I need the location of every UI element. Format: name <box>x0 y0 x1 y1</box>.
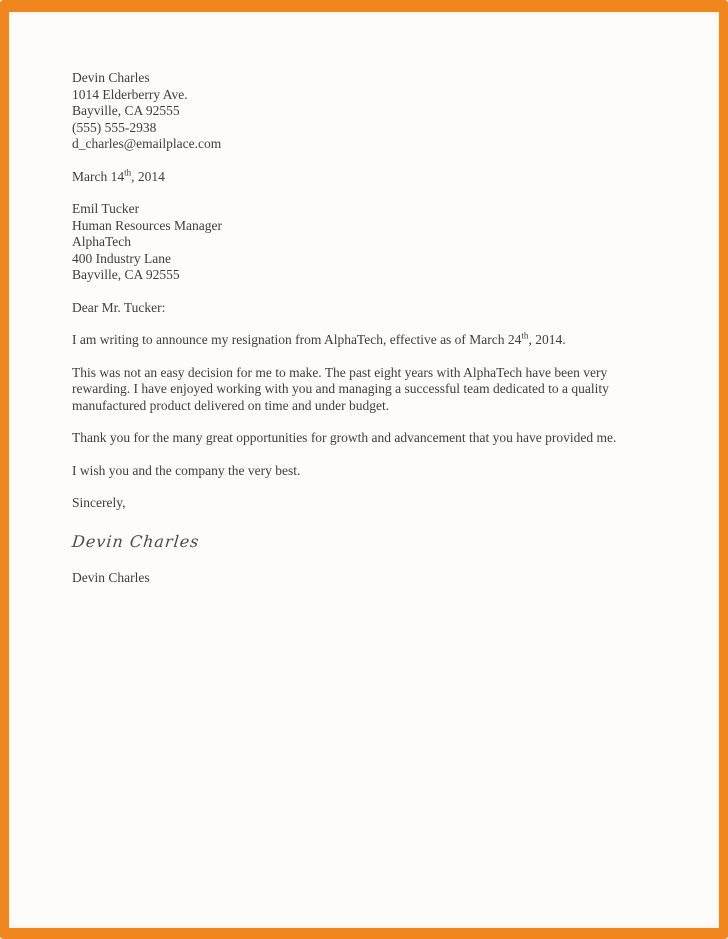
recipient-address-line2: Bayville, CA 92555 <box>72 267 180 282</box>
handwritten-signature: Devin Charles <box>71 531 201 551</box>
para1-suffix: , 2014. <box>528 332 566 347</box>
salutation: Dear Mr. Tucker: <box>72 299 166 315</box>
date-line <box>72 169 634 186</box>
body-paragraph-4: I wish you and the company the very best. <box>72 462 301 478</box>
para1-ordinal: th <box>521 330 529 341</box>
para1-prefix: I am writing to announce my resignation from AlphaTech, effective as of March 24 <box>72 332 522 347</box>
valediction: Sincerely, <box>72 495 126 510</box>
recipient-company: AlphaTech <box>72 234 132 249</box>
date-suffix: , 2014 <box>131 168 165 184</box>
typed-signature-name: Devin Charles <box>72 570 150 585</box>
date-prefix: March 14 <box>72 168 125 184</box>
body-paragraph-2: This was not an easy decision for me to make. The past eight years with AlphaTech have been very rewarding. I have enjoyed working with you and managing a successful team dedicated to a quality manufactured product delivered on time and under budget. <box>72 364 609 413</box>
sender-address-line2: Bayville, CA 92555 <box>72 103 180 118</box>
recipient-title: Human Resources Manager <box>72 217 222 233</box>
date-ordinal: th <box>124 167 132 177</box>
recipient-name: Emil Tucker <box>72 201 140 216</box>
letter-content <box>9 12 689 587</box>
body-paragraph-1 <box>72 332 634 349</box>
recipient-address-line1: 400 Industry Lane <box>72 250 171 266</box>
sender-block <box>72 70 634 153</box>
sender-address-line1: 1014 Elderberry Ave. <box>72 86 188 102</box>
sender-name: Devin Charles <box>72 70 150 85</box>
sender-email: d_charles@emailplace.com <box>72 136 222 151</box>
body-paragraph-3: Thank you for the many great opportunities for growth and advancement that you have provided me. <box>72 430 617 445</box>
recipient-block <box>72 201 634 284</box>
sender-phone: (555) 555-2938 <box>72 119 157 135</box>
